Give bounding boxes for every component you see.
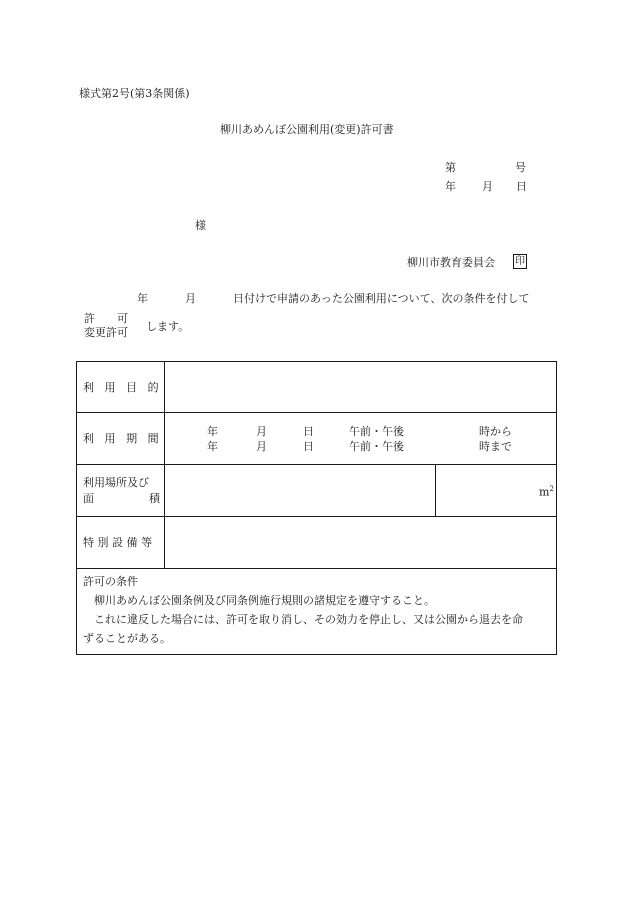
column-divider [164,517,165,568]
equipment-row [77,517,556,569]
document-number-label: 第 [445,161,456,174]
period-row [77,413,556,465]
condition-1: 柳川あめんぼ公園条例及び同条例施行規則の諸規定を遵守すること。 [94,594,435,607]
issuer-name: 柳川市教育委員会 [407,256,495,269]
period-start-ampm: 午前・午後 [349,425,404,438]
issue-date-year: 年 [445,180,456,193]
period-end-day: 日 [303,440,314,453]
permit-table [76,361,557,655]
equipment-label: 特別設備等 [83,536,156,549]
document-number-suffix: 号 [515,161,526,174]
period-start-month: 月 [256,425,267,438]
condition-2-line-2: ずることがある。 [83,632,171,645]
column-divider [164,362,165,412]
column-divider [435,465,436,516]
conditions-section [77,569,556,654]
place-area-row [77,465,556,517]
purpose-label: 利 用 目 的 [83,381,163,394]
body-text-ending: します。 [146,320,190,333]
conditions-title: 許可の条件 [83,575,138,588]
period-start-day: 日 [303,425,314,438]
document-title: 柳川あめんぼ公園利用(変更)許可書 [220,123,394,136]
column-divider [164,465,165,516]
issue-date-day: 日 [516,180,527,193]
period-end-year: 年 [207,440,218,453]
period-label: 利 用 期 間 [83,432,163,445]
application-date-month: 月 [185,292,196,305]
period-start-year: 年 [207,425,218,438]
permit-option-permit: 許 可 [84,312,128,325]
period-end-ampm: 午前・午後 [349,440,404,453]
recipient-honorific: 様 [195,219,206,232]
column-divider [164,413,165,464]
application-date-year: 年 [137,292,148,305]
permit-option-change-permit: 変更許可 [84,326,128,339]
area-unit [539,486,554,498]
issue-date-month: 月 [482,180,493,193]
period-end-time: 時まで [479,440,512,453]
period-end-month: 月 [256,440,267,453]
form-number: 様式第2号(第3条関係) [79,87,190,100]
area-unit-base: m [539,485,550,499]
purpose-row [77,362,556,413]
area-unit-exponent: 2 [549,485,554,493]
period-start-time: 時から [479,425,512,438]
area-label-end: 積 [149,492,160,505]
body-text: 日付けで申請のあった公園利用について、次の条件を付して [233,292,530,305]
area-label-start: 面 [83,492,94,505]
place-label: 利用場所及び [83,476,149,489]
condition-2-line-1: これに違反した場合には、許可を取り消し、その効力を停止し、又は公園から退去を命 [94,613,523,626]
seal-stamp: 印 [513,254,527,269]
